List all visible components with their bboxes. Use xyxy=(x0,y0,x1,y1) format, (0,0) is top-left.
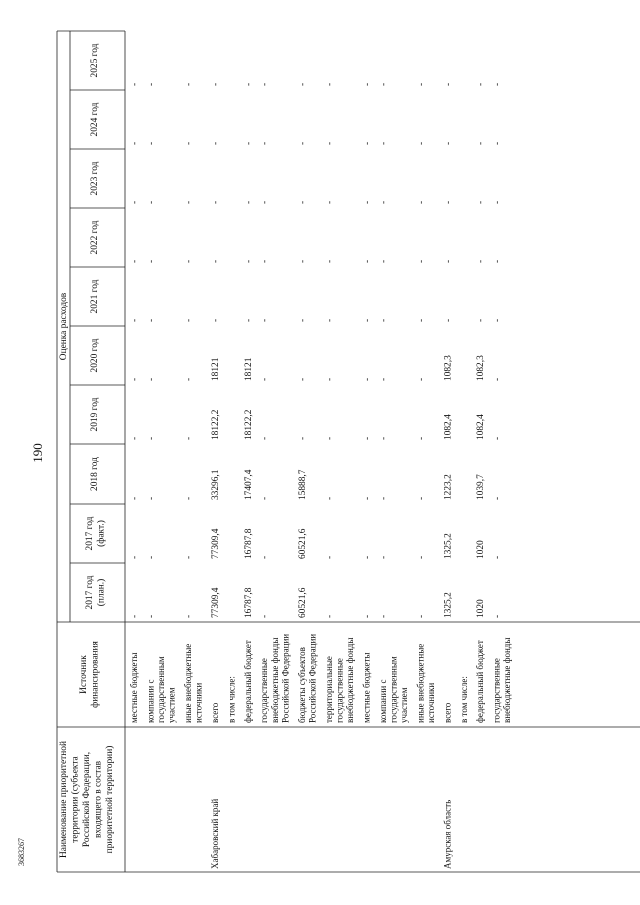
value-cell: 60521,6 xyxy=(297,587,308,618)
value-cell: - xyxy=(243,82,254,86)
value-cell: - xyxy=(476,318,487,322)
year-header: 2023 год xyxy=(90,161,100,196)
table-row xyxy=(297,83,318,723)
value-cell: - xyxy=(362,377,373,381)
value-cell: - xyxy=(443,200,454,204)
value-cell: - xyxy=(260,377,271,381)
source-cell: в том числе: xyxy=(458,676,469,723)
value-cell: - xyxy=(260,200,271,204)
value-cell: - xyxy=(243,318,254,322)
value-cell: 1082,4 xyxy=(476,414,487,440)
value-cell: 18122,2 xyxy=(211,409,221,440)
value-cell: - xyxy=(324,377,335,381)
rotated-table-page xyxy=(30,31,640,872)
source-cell: в том числе: xyxy=(226,676,237,723)
value-cell: - xyxy=(146,141,157,145)
territory-header-line: Наименование приоритетной xyxy=(59,741,69,858)
value-cell: - xyxy=(443,318,454,322)
source-cell: всего xyxy=(442,702,453,723)
value-cell: - xyxy=(378,318,389,322)
value-cell: - xyxy=(416,82,427,86)
value-cell: - xyxy=(443,141,454,145)
value-cell: - xyxy=(378,555,389,559)
value-cell: 16787,8 xyxy=(243,587,254,618)
territory-name: Амурская область xyxy=(442,799,453,869)
table-row xyxy=(324,83,355,723)
value-cell: - xyxy=(362,614,373,618)
year-header: 2022 год xyxy=(90,220,100,255)
value-cell: - xyxy=(130,141,140,145)
table-row xyxy=(492,83,513,723)
value-cell: - xyxy=(146,555,157,559)
value-cell: 77309,4 xyxy=(211,528,221,559)
value-cell: - xyxy=(243,259,254,263)
year-header: 2024 год xyxy=(90,102,100,137)
value-cell: - xyxy=(362,259,373,263)
value-cell: - xyxy=(416,259,427,263)
value-cell: - xyxy=(492,141,503,145)
value-cell: - xyxy=(416,200,427,204)
value-cell: - xyxy=(211,141,221,145)
value-cell: - xyxy=(297,318,308,322)
source-cell: компании с xyxy=(377,679,388,723)
value-cell: - xyxy=(184,377,194,381)
value-cell: - xyxy=(362,318,373,322)
value-cell: - xyxy=(378,259,389,263)
value-cell: - xyxy=(146,436,157,440)
value-cell: - xyxy=(443,259,454,263)
value-cell: - xyxy=(492,555,503,559)
value-cell: 1325,2 xyxy=(443,533,454,559)
value-cell: - xyxy=(184,496,194,500)
source-cell: источники xyxy=(193,682,204,723)
value-cell: 16787,8 xyxy=(243,528,254,559)
value-cell: - xyxy=(492,377,503,381)
source-cell: государственным xyxy=(388,656,399,723)
value-cell: - xyxy=(184,141,194,145)
value-cell: - xyxy=(146,614,157,618)
value-cell: - xyxy=(416,436,427,440)
value-cell: - xyxy=(130,555,140,559)
value-cell: - xyxy=(378,377,389,381)
source-cell: внебюджетные фонды xyxy=(502,637,513,723)
value-cell: 1020 xyxy=(476,540,487,559)
source-cell: Российской Федерации xyxy=(280,633,291,723)
value-cell: - xyxy=(243,200,254,204)
value-cell: - xyxy=(297,259,308,263)
value-cell: - xyxy=(492,318,503,322)
value-cell: - xyxy=(260,318,271,322)
value-cell: - xyxy=(476,200,487,204)
value-cell: - xyxy=(184,318,194,322)
value-cell: - xyxy=(146,318,157,322)
value-cell: - xyxy=(130,496,140,500)
value-cell: - xyxy=(146,496,157,500)
year-header: 2020 год xyxy=(90,338,100,373)
table-row xyxy=(459,676,469,723)
value-cell: - xyxy=(146,377,157,381)
value-cell: - xyxy=(260,496,271,500)
value-cell: - xyxy=(297,141,308,145)
source-header-line: Источник xyxy=(79,655,89,694)
table-row xyxy=(210,83,221,869)
value-cell: 15888,7 xyxy=(297,469,308,500)
document-code: 3683267 xyxy=(17,838,26,866)
table-row xyxy=(442,83,453,869)
value-cell: 1223,2 xyxy=(443,474,454,500)
value-cell: - xyxy=(130,377,140,381)
year-header: 2018 год xyxy=(90,457,100,491)
value-cell: - xyxy=(260,555,271,559)
value-cell: - xyxy=(130,200,140,204)
value-cell: - xyxy=(324,259,335,263)
value-cell: 1082,3 xyxy=(443,355,454,381)
source-cell: местные бюджеты xyxy=(361,652,372,723)
value-cell: - xyxy=(324,436,335,440)
source-cell: внебюджетные фонды xyxy=(345,637,355,723)
territory-header-line: приоритетной территории) xyxy=(105,745,115,854)
value-cell: - xyxy=(476,141,487,145)
value-cell: - xyxy=(362,82,373,86)
value-cell: - xyxy=(211,200,221,204)
source-cell: всего xyxy=(210,702,220,723)
value-cell: - xyxy=(184,259,194,263)
value-cell: - xyxy=(492,614,503,618)
table-row xyxy=(226,676,236,723)
value-cell: - xyxy=(416,496,427,500)
value-cell: - xyxy=(297,436,308,440)
table-row xyxy=(145,83,176,723)
source-cell: иные внебюджетные xyxy=(415,643,426,723)
value-cell: 1020 xyxy=(476,599,487,618)
value-cell: - xyxy=(378,141,389,145)
year-header: (факт.) xyxy=(96,520,107,547)
value-cell: - xyxy=(130,82,140,86)
value-cell: 60521,6 xyxy=(297,528,308,559)
value-cell: - xyxy=(130,318,140,322)
source-cell: местные бюджеты xyxy=(129,652,139,723)
estimate-header: Оценка расходов xyxy=(59,292,69,361)
table-row xyxy=(475,83,486,723)
territory-header-line: Российской Федерации, xyxy=(82,751,92,848)
year-header: 2017 год xyxy=(85,575,95,610)
value-cell: - xyxy=(416,614,427,618)
value-cell: - xyxy=(211,259,221,263)
source-cell: государственным xyxy=(156,656,166,723)
value-cell: - xyxy=(443,82,454,86)
source-cell: государственные xyxy=(491,658,502,723)
territory-name: Хабаровский край xyxy=(210,798,220,869)
value-cell: - xyxy=(416,555,427,559)
value-cell: - xyxy=(184,82,194,86)
value-cell: - xyxy=(416,141,427,145)
value-cell: 1082,4 xyxy=(443,414,454,440)
table-row xyxy=(361,83,372,723)
value-cell: 18121 xyxy=(211,357,221,381)
value-cell: - xyxy=(362,436,373,440)
value-cell: 33296,1 xyxy=(211,469,221,500)
value-cell: - xyxy=(297,82,308,86)
territory-header-line: входящего в состав xyxy=(93,760,104,839)
value-cell: - xyxy=(260,141,271,145)
source-cell: Российской Федерации xyxy=(307,633,318,723)
value-cell: - xyxy=(492,82,503,86)
value-cell: - xyxy=(146,82,157,86)
value-cell: - xyxy=(324,200,335,204)
value-cell: - xyxy=(324,82,335,86)
value-cell: - xyxy=(260,614,271,618)
value-cell: - xyxy=(184,614,194,618)
source-cell: государственные xyxy=(334,658,345,723)
value-cell: - xyxy=(260,436,271,440)
source-cell: источники xyxy=(426,682,436,723)
value-cell: - xyxy=(378,614,389,618)
value-cell: - xyxy=(211,318,221,322)
value-cell: - xyxy=(492,496,503,500)
value-cell: - xyxy=(362,141,373,145)
source-cell: бюджеты субъектов xyxy=(296,647,307,723)
value-cell: - xyxy=(184,200,194,204)
source-cell: компании с xyxy=(145,679,156,723)
value-cell: 17407,4 xyxy=(243,469,254,500)
value-cell: - xyxy=(378,496,389,500)
table-row xyxy=(243,83,254,723)
value-cell: - xyxy=(243,141,254,145)
source-cell: внебюджетные фонды xyxy=(269,637,280,723)
value-cell: - xyxy=(297,377,308,381)
value-cell: - xyxy=(130,614,140,618)
source-cell: территориальные xyxy=(323,656,334,723)
value-cell: - xyxy=(416,318,427,322)
value-cell: - xyxy=(378,436,389,440)
value-cell: - xyxy=(492,259,503,263)
year-header: 2025 год xyxy=(90,43,100,78)
source-cell: иные внебюджетные xyxy=(183,643,193,723)
value-cell: 18122,2 xyxy=(243,409,254,440)
value-cell: - xyxy=(476,82,487,86)
source-cell: участием xyxy=(166,687,177,723)
value-cell: - xyxy=(324,496,335,500)
year-header: 2019 год xyxy=(90,397,100,432)
value-cell: - xyxy=(146,200,157,204)
value-cell: - xyxy=(184,555,194,559)
value-cell: - xyxy=(130,436,140,440)
table-row xyxy=(415,83,436,723)
value-cell: - xyxy=(378,200,389,204)
source-header-line: финансирования xyxy=(90,641,101,708)
value-cell: - xyxy=(146,259,157,263)
value-cell: - xyxy=(260,259,271,263)
value-cell: - xyxy=(416,377,427,381)
value-cell: - xyxy=(362,496,373,500)
value-cell: - xyxy=(476,259,487,263)
value-cell: - xyxy=(362,555,373,559)
value-cell: 1325,2 xyxy=(443,592,454,618)
value-cell: - xyxy=(324,555,335,559)
table-row xyxy=(129,83,140,723)
year-header: 2021 год xyxy=(90,279,100,314)
value-cell: - xyxy=(324,614,335,618)
financing-table xyxy=(57,31,640,872)
value-cell: - xyxy=(492,436,503,440)
value-cell: - xyxy=(211,82,221,86)
table-row xyxy=(378,83,409,723)
value-cell: - xyxy=(324,141,335,145)
source-cell: государственные xyxy=(259,658,270,723)
table-row xyxy=(183,83,204,723)
value-cell: - xyxy=(297,200,308,204)
table-row xyxy=(259,83,290,723)
year-header: (план.) xyxy=(96,578,107,607)
value-cell: - xyxy=(378,82,389,86)
territory-header-line: территории (субъекта xyxy=(70,756,81,843)
value-cell: - xyxy=(492,200,503,204)
value-cell: 77309,4 xyxy=(211,587,221,618)
value-cell: - xyxy=(324,318,335,322)
page-number: 190 xyxy=(30,443,45,463)
source-cell: федеральный бюджет xyxy=(242,640,253,723)
value-cell: 1039,7 xyxy=(476,474,487,500)
source-cell: участием xyxy=(399,687,409,723)
year-header: 2017 год xyxy=(85,516,95,551)
value-cell: - xyxy=(184,436,194,440)
value-cell: 18121 xyxy=(243,357,254,381)
value-cell: - xyxy=(130,259,140,263)
value-cell: - xyxy=(260,82,271,86)
source-cell: федеральный бюджет xyxy=(475,640,486,723)
value-cell: 1082,3 xyxy=(476,355,487,381)
value-cell: - xyxy=(362,200,373,204)
